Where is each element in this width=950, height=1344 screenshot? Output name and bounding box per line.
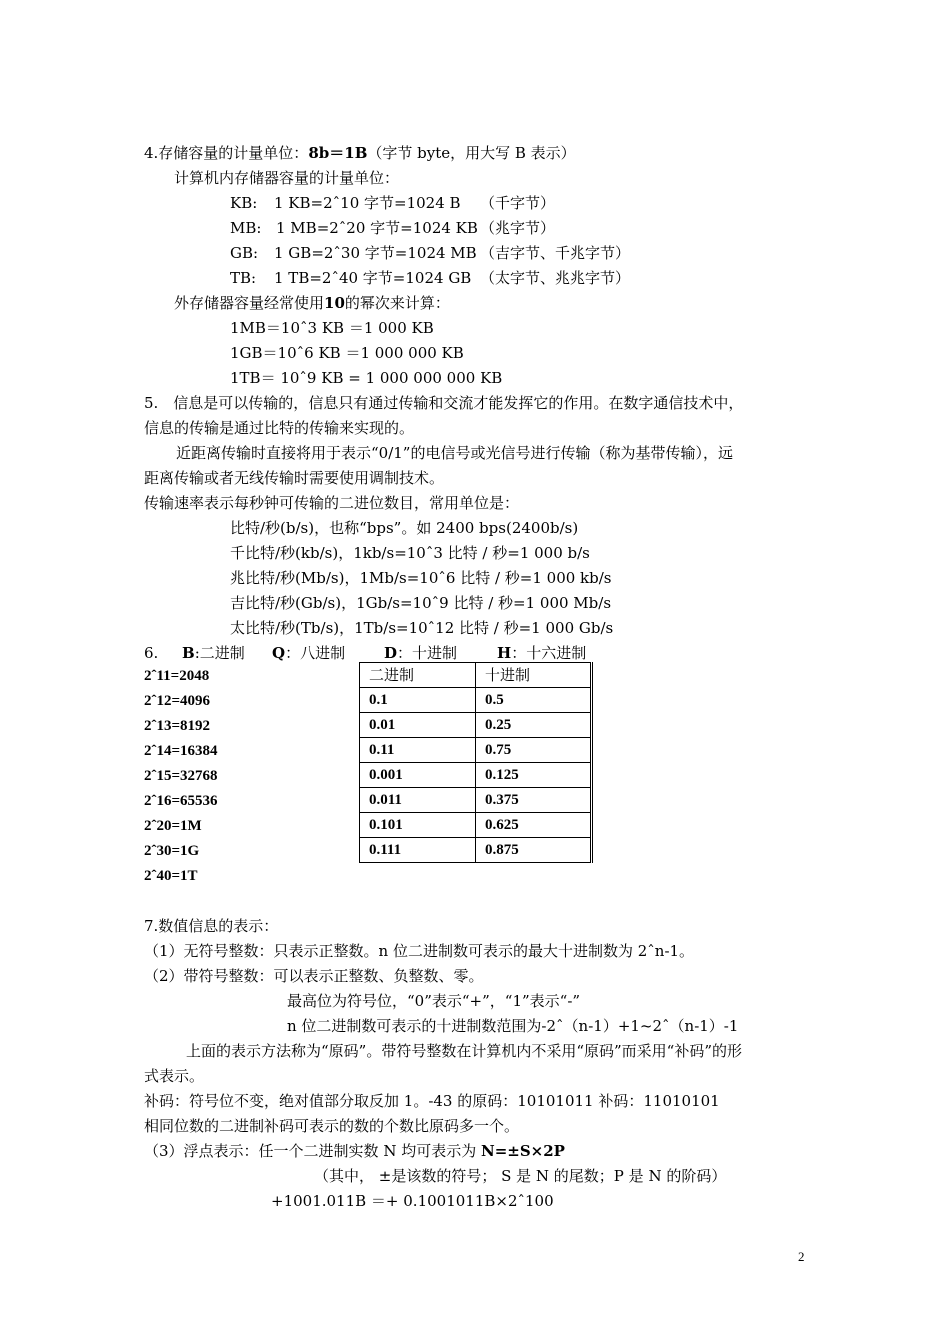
- float-text: （3）浮点表示：任一个二进制实数 N 均可表示为: [144, 1142, 481, 1160]
- unit-name: （千字节）: [480, 194, 556, 212]
- external-unit: 1MB＝10ˆ3 KB ＝1 000 KB: [230, 319, 434, 337]
- section-7-line: [144, 1141, 565, 1161]
- external-unit: 1TB＝ 10ˆ9 KB = 1 000 000 000 KB: [230, 369, 503, 387]
- section-7-line: 式表示。: [144, 1067, 205, 1085]
- radix-key: H: [497, 644, 512, 662]
- powers-of-two-list: [144, 668, 218, 893]
- radix-label-binary: [182, 643, 245, 663]
- decimal-cell: 0.375: [476, 788, 592, 813]
- decimal-cell: 0.875: [476, 838, 592, 863]
- radix-text: ：十六进制: [511, 644, 587, 662]
- unit-def: 1 KB=2ˆ10 字节=1024 B: [274, 194, 461, 212]
- section-5-line: 5. 信息是可以传输的，信息只有通过传输和交流才能发挥它的作用。在数字通信技术中，: [144, 394, 744, 412]
- section-5-line: 传输速率表示每秒钟可传输的二进位数目，常用单位是：: [144, 494, 520, 512]
- table-header-decimal: 十进制: [476, 663, 592, 688]
- table-row: [360, 838, 592, 863]
- decimal-cell: 0.625: [476, 813, 592, 838]
- external-unit: 1GB＝10ˆ6 KB ＝1 000 000 KB: [230, 344, 464, 362]
- radix-text: ：八进制: [285, 644, 346, 662]
- unit-def: 1 TB=2ˆ40 字节=1024 GB: [274, 269, 472, 287]
- power-item: 2ˆ20=1M: [144, 818, 202, 834]
- binary-cell: 0.1: [360, 688, 476, 713]
- radix-text: :二进制: [194, 644, 245, 662]
- heading-text: 4.存储容量的计量单位：: [144, 144, 309, 162]
- binary-cell: 0.001: [360, 763, 476, 788]
- unit-def: 1 GB=2ˆ30 字节=1024 MB: [274, 244, 477, 262]
- external-storage-title: [174, 293, 450, 313]
- decimal-cell: 0.25: [476, 713, 592, 738]
- binary-cell: 0.101: [360, 813, 476, 838]
- binary-cell: 0.111: [360, 838, 476, 863]
- section-7-heading: 7.数值信息的表示：: [144, 917, 279, 935]
- radix-label-decimal: [384, 643, 457, 663]
- section-4-heading: [144, 143, 576, 163]
- power-item: 2ˆ11=2048: [144, 668, 210, 684]
- binary-decimal-table: [359, 662, 593, 863]
- rate-item: 千比特/秒(kb/s)，1kb/s=10ˆ3 比特 / 秒=1 000 b/s: [230, 544, 590, 562]
- unit-abbr: MB:: [230, 219, 262, 237]
- table-header-row: [360, 663, 592, 688]
- unit-abbr: TB:: [230, 269, 257, 287]
- section-7-line: （1）无符号整数：只表示正整数。n 位二进制数可表示的最大十进制数为 2ˆn-1。: [144, 942, 695, 960]
- page-number: 2: [798, 1249, 805, 1264]
- external-base: 10: [324, 294, 345, 312]
- table-row: [360, 788, 592, 813]
- section-7-line: 上面的表示方法称为“原码”。带符号整数在计算机内不采用“原码”而采用“补码”的形: [186, 1042, 743, 1060]
- rate-item: 兆比特/秒(Mb/s)，1Mb/s=10ˆ6 比特 / 秒=1 000 kb/s: [230, 569, 612, 587]
- unit-name: （兆字节）: [480, 219, 556, 237]
- binary-cell: 0.011: [360, 788, 476, 813]
- table-row: [360, 763, 592, 788]
- section-7-line: 相同位数的二进制补码可表示的数的个数比原码多一个。: [144, 1117, 520, 1135]
- rate-item: 太比特/秒(Tb/s)，1Tb/s=10ˆ12 比特 / 秒=1 000 Gb/s: [230, 619, 614, 637]
- binary-cell: 0.01: [360, 713, 476, 738]
- internal-storage-title: 计算机内存储器容量的计量单位：: [174, 169, 400, 187]
- table-row: [360, 738, 592, 763]
- power-item: 2ˆ12=4096: [144, 693, 211, 709]
- power-item: 2ˆ13=8192: [144, 718, 211, 734]
- heading-note: （字节 byte，用大写 B 表示）: [367, 144, 576, 162]
- float-formula: N=±S×2P: [480, 1142, 565, 1160]
- unit-abbr: KB:: [230, 194, 258, 212]
- section-7-line: +1001.011B ＝+ 0.1001011B×2ˆ100: [271, 1192, 554, 1210]
- unit-def: 1 MB=2ˆ20 字节=1024 KB: [276, 219, 478, 237]
- radix-key: Q: [272, 644, 286, 662]
- radix-text: ：十进制: [397, 644, 458, 662]
- radix-key: B: [182, 644, 195, 662]
- section-5-line: 近距离传输时直接将用于表示“0/1”的电信号或光信号进行传输（称为基带传输），远: [176, 444, 733, 462]
- binary-cell: 0.11: [360, 738, 476, 763]
- radix-label-octal: [272, 643, 345, 663]
- power-item: 2ˆ14=16384: [144, 743, 218, 759]
- power-item: 2ˆ40=1T: [144, 868, 198, 884]
- rate-item: 吉比特/秒(Gb/s)，1Gb/s=10ˆ9 比特 / 秒=1 000 Mb/s: [230, 594, 612, 612]
- unit-name: （吉字节、千兆字节）: [480, 244, 631, 262]
- radix-key: D: [384, 644, 398, 662]
- table-row: [360, 813, 592, 838]
- unit-abbr: GB:: [230, 244, 259, 262]
- table-row: [360, 713, 592, 738]
- external-text: 外存储器容量经常使用: [174, 294, 325, 312]
- decimal-cell: 0.75: [476, 738, 592, 763]
- section-5-line: 信息的传输是通过比特的传输来实现的。: [144, 419, 415, 437]
- section-6-number: 6.: [144, 644, 159, 662]
- table-row: [360, 688, 592, 713]
- rate-item: 比特/秒(b/s)，也称“bps”。如 2400 bps(2400b/s): [230, 519, 579, 537]
- external-text-tail: 的幂次来计算：: [344, 294, 450, 312]
- unit-name: （太字节、兆兆字节）: [480, 269, 631, 287]
- section-5-line: 距离传输或者无线传输时需要使用调制技术。: [144, 469, 445, 487]
- decimal-cell: 0.125: [476, 763, 592, 788]
- radix-label-hex: [497, 643, 586, 663]
- power-item: 2ˆ15=32768: [144, 768, 218, 784]
- power-item: 2ˆ16=65536: [144, 793, 218, 809]
- heading-formula: 8b＝1B: [308, 144, 368, 162]
- section-7-line: （2）带符号整数：可以表示正整数、负整数、零。: [144, 967, 484, 985]
- section-7-line: n 位二进制数可表示的十进制数范围为-2ˆ（n-1）+1~2ˆ（n-1）-1: [287, 1017, 739, 1035]
- power-item: 2ˆ30=1G: [144, 843, 200, 859]
- table-header-binary: 二进制: [360, 663, 476, 688]
- section-7-line: 最高位为符号位，“0”表示“+”，“1”表示“-”: [287, 992, 581, 1010]
- decimal-cell: 0.5: [476, 688, 592, 713]
- section-7-line: （其中， ±是该数的符号； S 是 N 的尾数；P 是 N 的阶码）: [314, 1167, 727, 1185]
- section-7-line: 补码：符号位不变，绝对值部分取反加 1。-43 的原码：10101011 补码：11010101: [144, 1092, 720, 1110]
